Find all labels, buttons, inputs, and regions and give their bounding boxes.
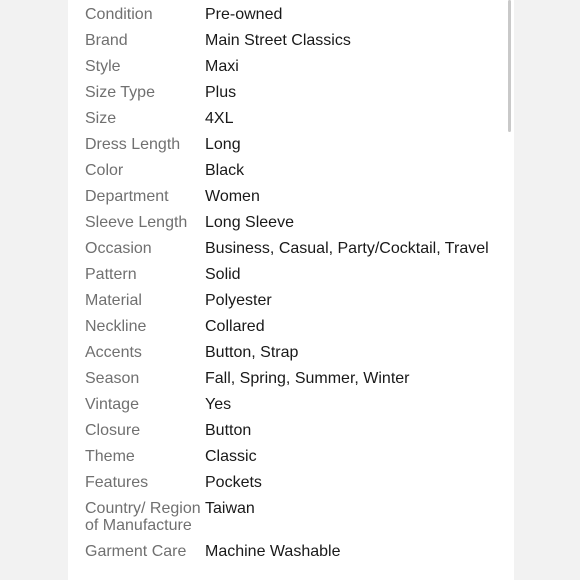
spec-value: Polyester (205, 292, 272, 309)
spec-value: Fall, Spring, Summer, Winter (205, 370, 410, 387)
spec-row-neckline (85, 314, 505, 340)
spec-label: Occasion (85, 240, 152, 257)
spec-row-occasion (85, 236, 505, 262)
spec-row-color (85, 158, 505, 184)
item-specifics-list (85, 2, 505, 565)
spec-value: Button (205, 422, 252, 439)
spec-row-theme (85, 444, 505, 470)
spec-row-season (85, 366, 505, 392)
spec-row-sleeve-length (85, 210, 505, 236)
spec-value: Button, Strap (205, 344, 299, 361)
spec-label: Closure (85, 422, 141, 439)
spec-value: Black (205, 162, 245, 179)
scrollbar-thumb[interactable] (508, 0, 511, 132)
spec-value: Pockets (205, 474, 262, 491)
spec-label: Department (85, 188, 169, 205)
spec-label: Size (85, 110, 117, 127)
spec-row-material (85, 288, 505, 314)
spec-row-brand (85, 28, 505, 54)
spec-value: 4XL (205, 110, 234, 127)
spec-row-dress-length (85, 132, 505, 158)
spec-row-department (85, 184, 505, 210)
spec-label: Size Type (85, 84, 155, 101)
spec-value: Classic (205, 448, 257, 465)
spec-label: Style (85, 58, 121, 75)
spec-label: Vintage (85, 396, 139, 413)
spec-value: Taiwan (205, 500, 255, 517)
spec-value: Main Street Classics (205, 32, 351, 49)
spec-label: Theme (85, 448, 135, 465)
spec-value: Collared (205, 318, 265, 335)
spec-label: Material (85, 292, 142, 309)
spec-row-condition (85, 2, 505, 28)
spec-value: Maxi (205, 58, 239, 75)
spec-label: Color (85, 162, 124, 179)
spec-label: Dress Length (85, 136, 181, 153)
spec-label: Features (85, 474, 149, 491)
spec-value: Plus (205, 84, 237, 101)
spec-value: Long (205, 136, 241, 153)
spec-row-features (85, 470, 505, 496)
spec-label: Condition (85, 6, 153, 23)
spec-row-country-region-of-manufacture (85, 496, 505, 539)
spec-row-size (85, 106, 505, 132)
spec-label: Season (85, 370, 140, 387)
spec-value: Women (205, 188, 260, 205)
spec-row-pattern (85, 262, 505, 288)
spec-row-style (85, 54, 505, 80)
spec-label: Garment Care (85, 543, 187, 560)
spec-row-vintage (85, 392, 505, 418)
spec-row-garment-care (85, 539, 505, 565)
spec-value: Machine Washable (205, 543, 341, 560)
spec-value: Pre-owned (205, 6, 283, 23)
spec-row-closure (85, 418, 505, 444)
spec-value: Long Sleeve (205, 214, 294, 231)
spec-label: Accents (85, 344, 142, 361)
spec-row-size-type (85, 80, 505, 106)
spec-label: Brand (85, 32, 128, 49)
spec-label: Sleeve Length (85, 214, 188, 231)
spec-row-accents (85, 340, 505, 366)
spec-value: Business, Casual, Party/Cocktail, Travel (205, 240, 489, 257)
spec-value: Yes (205, 396, 232, 413)
spec-label: Country/ Region of Manufacture (85, 500, 201, 534)
spec-value: Solid (205, 266, 241, 283)
spec-label: Pattern (85, 266, 137, 283)
spec-label: Neckline (85, 318, 147, 335)
